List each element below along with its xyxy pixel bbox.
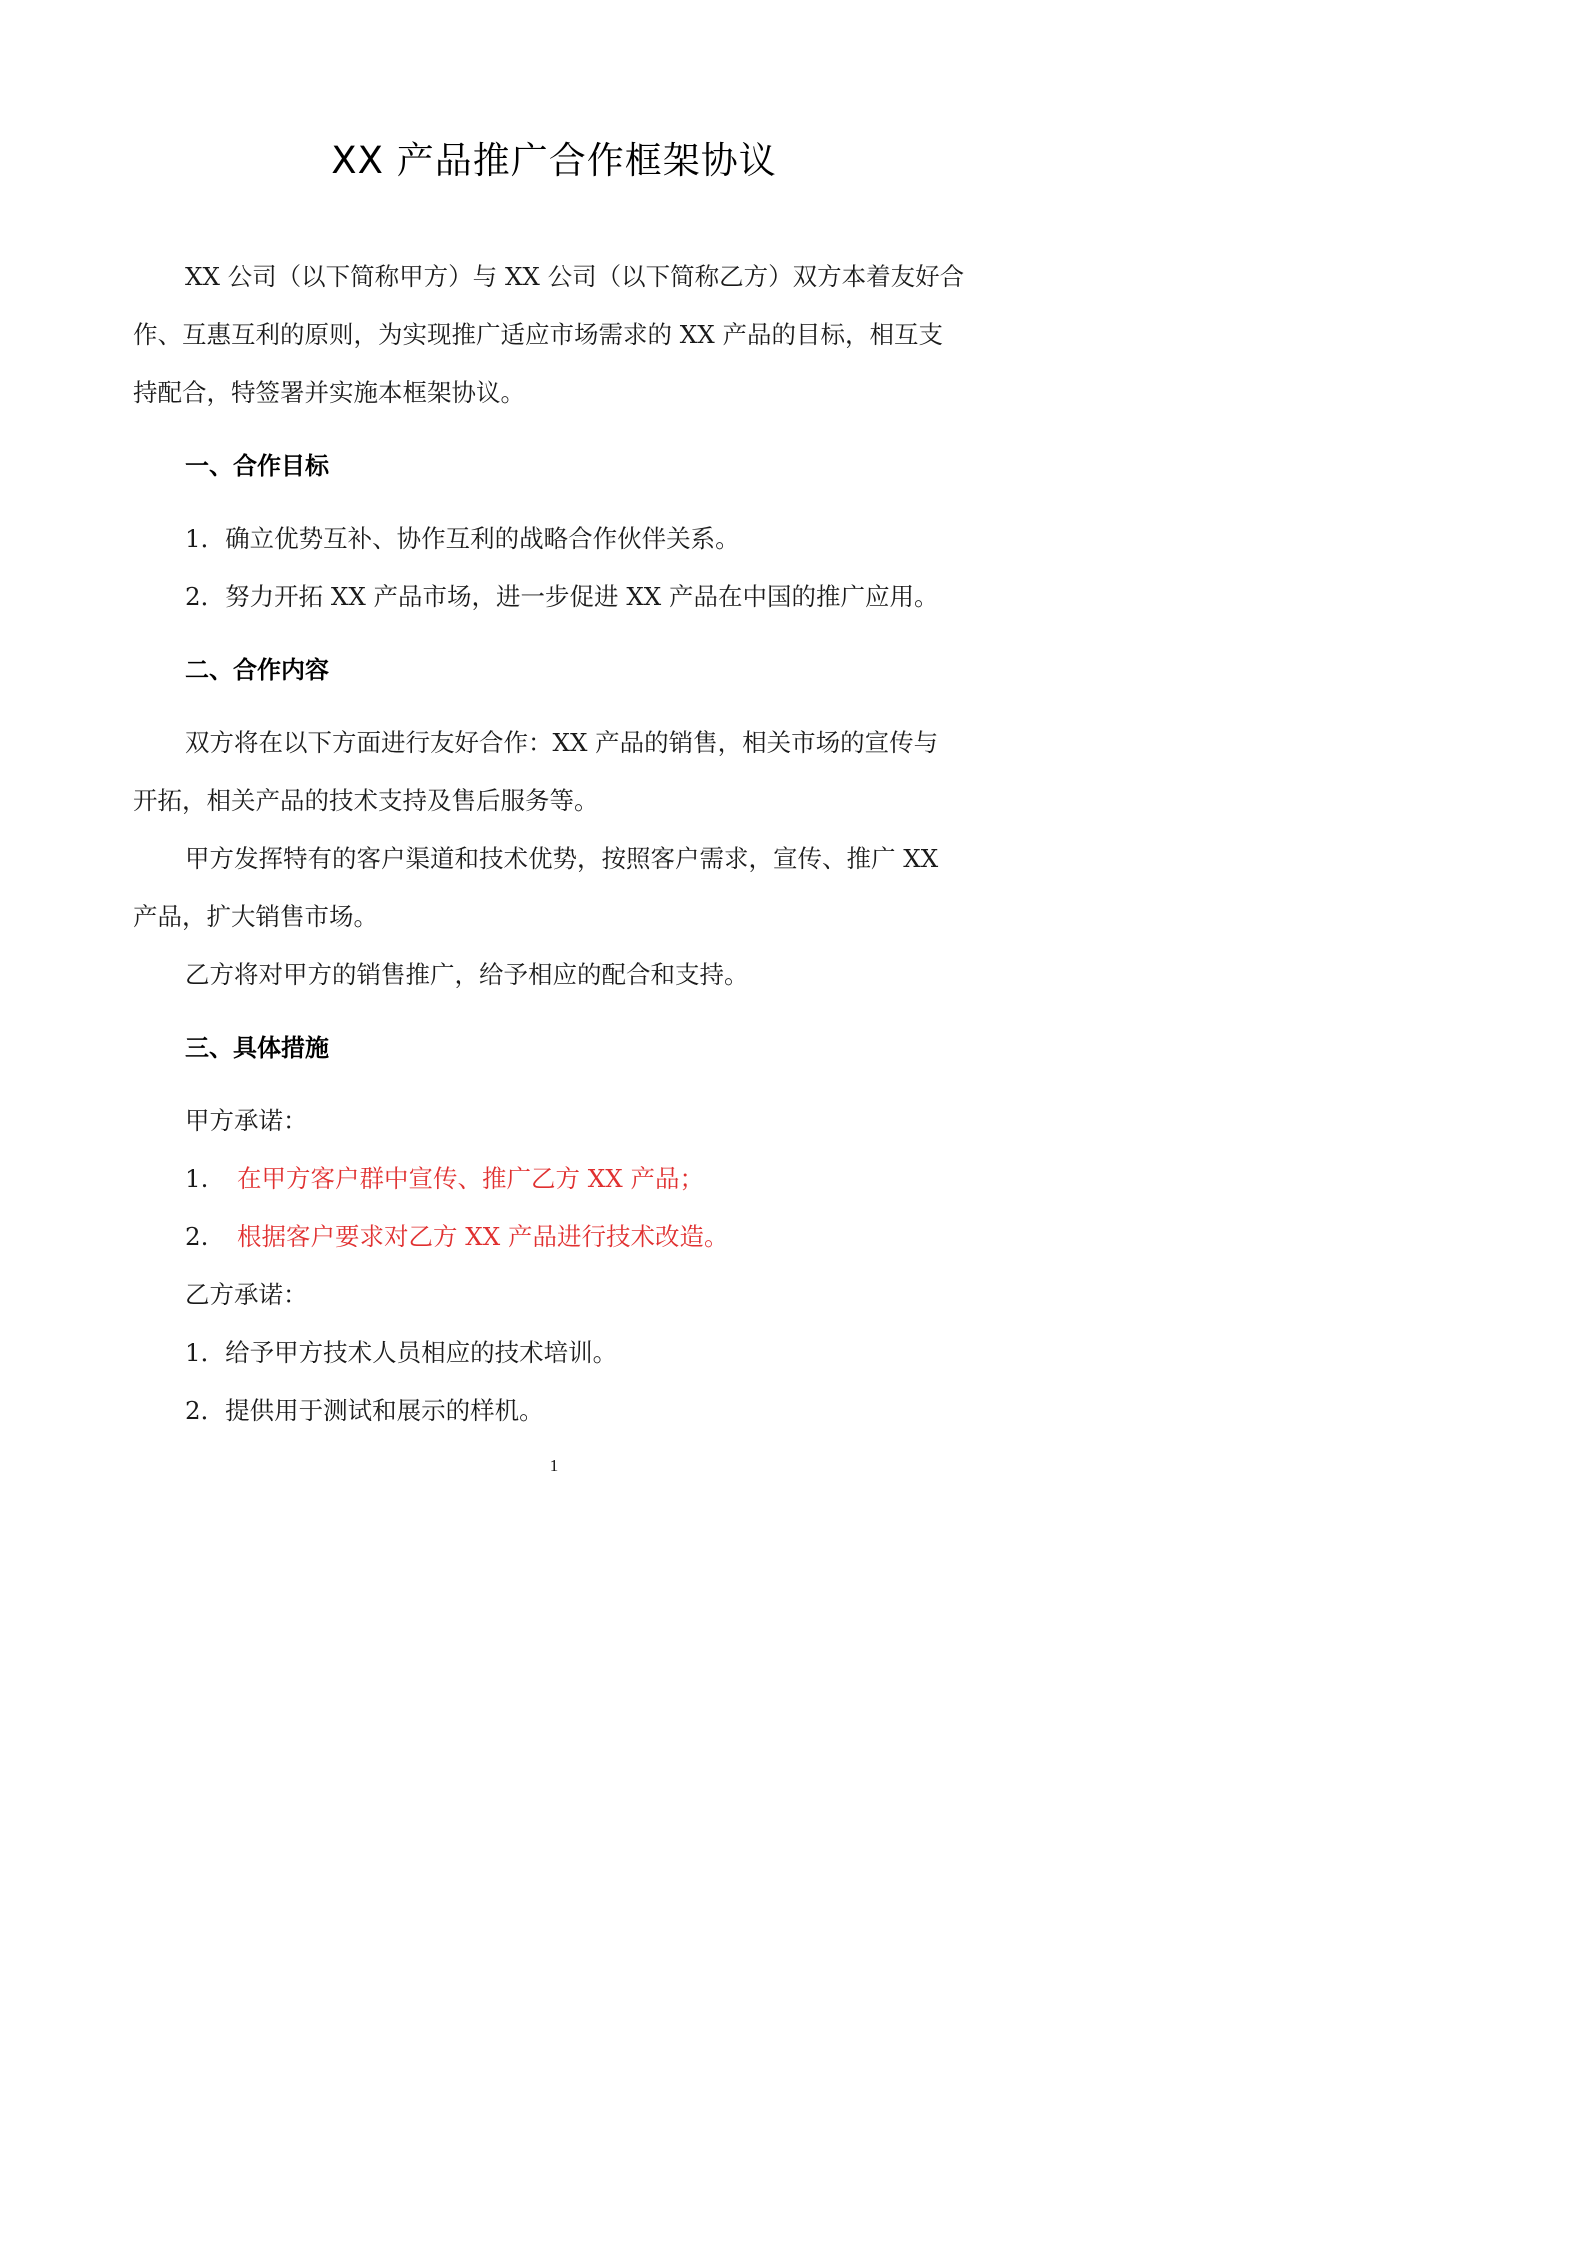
goal-item-1: 1．确立优势互补、协作互利的战略合作伙伴关系。 [185, 524, 740, 553]
document-page [0, 0, 1108, 1568]
party-a-item-1 [185, 1162, 704, 1196]
content-p3: 乙方将对甲方的销售推广，给予相应的配合和支持。 [185, 960, 749, 989]
party-a-item-2-text: 根据客户要求对乙方 XX 产品进行技术改造。 [237, 1222, 729, 1251]
section-heading-content: 二、合作内容 [185, 656, 329, 684]
content-p2-line-2: 产品，扩大销售市场。 [133, 902, 378, 931]
page-number: 1 [549, 1456, 559, 1475]
section-heading-goals: 一、合作目标 [185, 452, 329, 480]
party-a-item-2 [185, 1220, 728, 1254]
party-b-label: 乙方承诺： [185, 1280, 308, 1309]
party-b-item-1: 1．给予甲方技术人员相应的技术培训。 [185, 1338, 618, 1367]
content-p2-line-1: 甲方发挥特有的客户渠道和技术优势，按照客户需求，宣传、推广 XX [185, 844, 939, 873]
party-a-item-1-number: 1. [185, 1164, 209, 1193]
party-a-item-1-text: 在甲方客户群中宣传、推广乙方 XX 产品； [237, 1164, 704, 1193]
goal-item-2: 2．努力开拓 XX 产品市场，进一步促进 XX 产品在中国的推广应用。 [185, 582, 939, 611]
content-p1-line-2: 开拓，相关产品的技术支持及售后服务等。 [133, 786, 599, 815]
content-p1-line-1: 双方将在以下方面进行友好合作：XX 产品的销售，相关市场的宣传与 [185, 728, 939, 757]
section-heading-measures: 三、具体措施 [185, 1034, 329, 1062]
intro-line-2: 作、互惠互利的原则，为实现推广适应市场需求的 XX 产品的目标，相互支 [133, 320, 943, 349]
intro-line-3: 持配合，特签署并实施本框架协议。 [133, 378, 525, 407]
party-a-label: 甲方承诺： [185, 1106, 308, 1135]
party-b-item-2: 2．提供用于测试和展示的样机。 [185, 1396, 544, 1425]
document-title: XX 产品推广合作框架协议 [331, 139, 777, 182]
intro-line-1: XX 公司（以下简称甲方）与 XX 公司（以下简称乙方）双方本着友好合 [185, 262, 965, 291]
party-a-item-2-number: 2. [185, 1222, 209, 1251]
